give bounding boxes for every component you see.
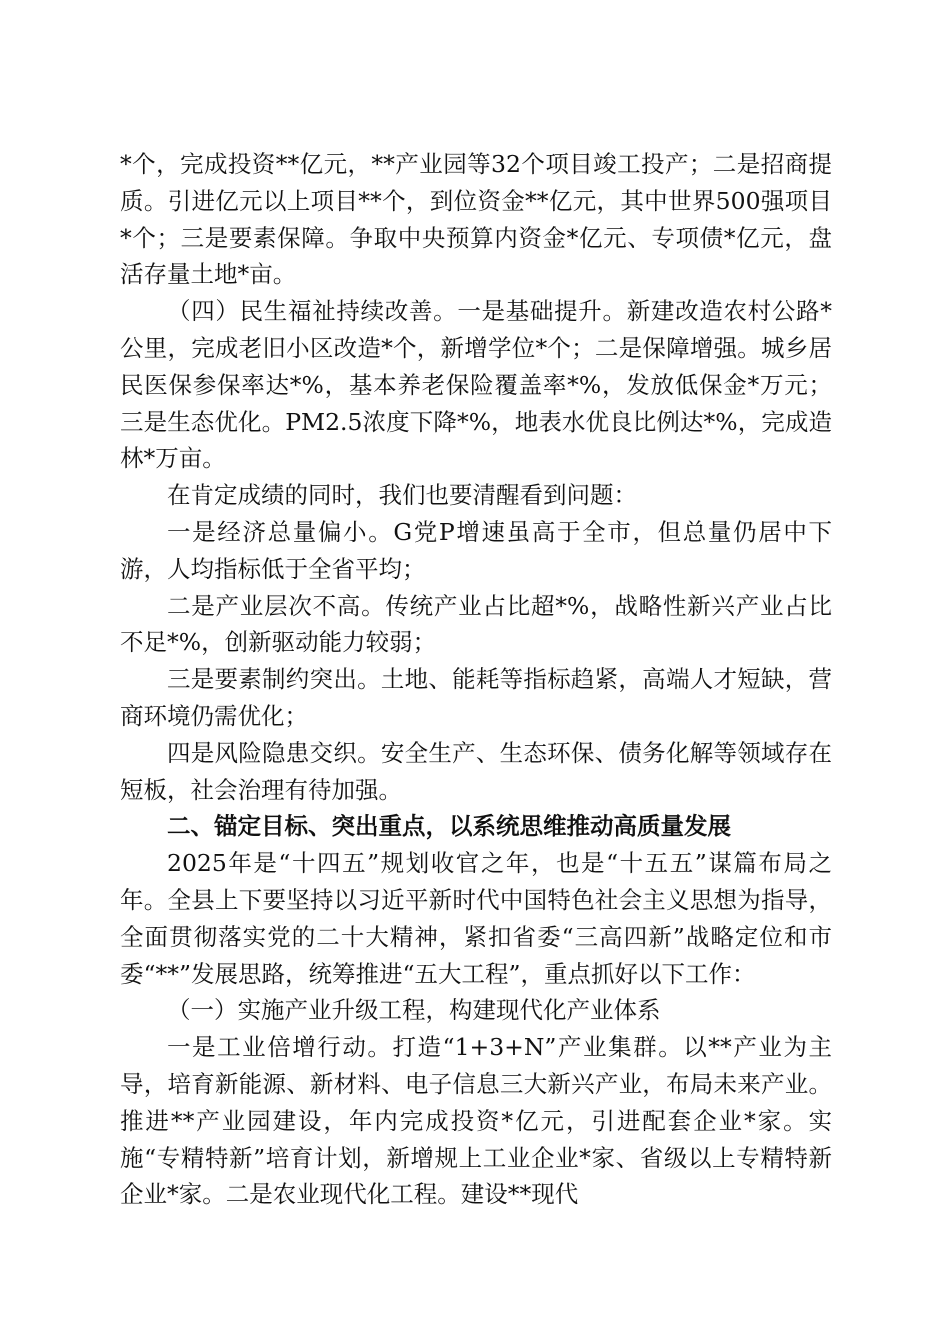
paragraph-problem-3: 三是要素制约突出。土地、能耗等指标趋紧，高端人才短缺，营商环境仍需优化； [120,665,832,730]
paragraph-problem-4: 四是风险隐患交织。安全生产、生态环保、债务化解等领域存在短板，社会治理有待加强。 [120,738,832,804]
paragraph-problem-1: 一是经济总量偏小。G党P增速虽高于全市，但总量仍居中下游，人均指标低于全省平均； [120,517,832,583]
paragraph-2025-goals: 2025年是“十四五”规划收官之年，也是“十五五”谋篇布局之年。全县上下要坚持以习近平新时代中国特色社会主义思想为指导，全面贯彻落实党的二十大精神，紧扣省委“三高四新”战略定位和市委“**”发展思路，统筹推进“五大工程”，重点抓好以下工作： [120,849,832,988]
section-heading-2: 二、锚定目标、突出重点，以系统思维推动高质量发展 [167,812,731,841]
paragraph-continuation: *个，完成投资**亿元，**产业园等32个项目竣工投产；二是招商提质。引进亿元以上项目**个，到位资金**亿元，其中世界500强项目*个；三是要素保障。争取中央预算内资金*亿元、专项债*亿元，盘活存量土地*亩。 [120,150,832,289]
subsection-heading-industry-upgrade: （一）实施产业升级工程，构建现代化产业体系 [167,996,661,1025]
paragraph-problem-2: 二是产业层次不高。传统产业占比超*%，战略性新兴产业占比不足*%，创新驱动能力较弱； [120,591,832,657]
paragraph-industry-actions: 一是工业倍增行动。打造“1+3+N”产业集群。以**产业为主导，培育新能源、新材料、电子信息三大新兴产业，布局未来产业。推进**产业园建设，年内完成投资*亿元，引进配套企业*家。实施“专精特新”培育计划，新增规上工业企业*家、省级以上专精特新企业*家。二是农业现代化工程。建设**现代 [120,1033,832,1209]
document-body [120,146,832,1213]
paragraph-problems-intro: 在肯定成绩的同时，我们也要清醒看到问题： [167,481,637,510]
paragraph-livelihood-improvement: （四）民生福祉持续改善。一是基础提升。新建改造农村公路*公里，完成老旧小区改造*个，新增学位*个；二是保障增强。城乡居民医保参保率达*%，基本养老保险覆盖率*%，发放低保金*万元；三是生态优化。PM2.5浓度下降*%，地表水优良比例达*%，完成造林*万亩。 [120,297,832,473]
